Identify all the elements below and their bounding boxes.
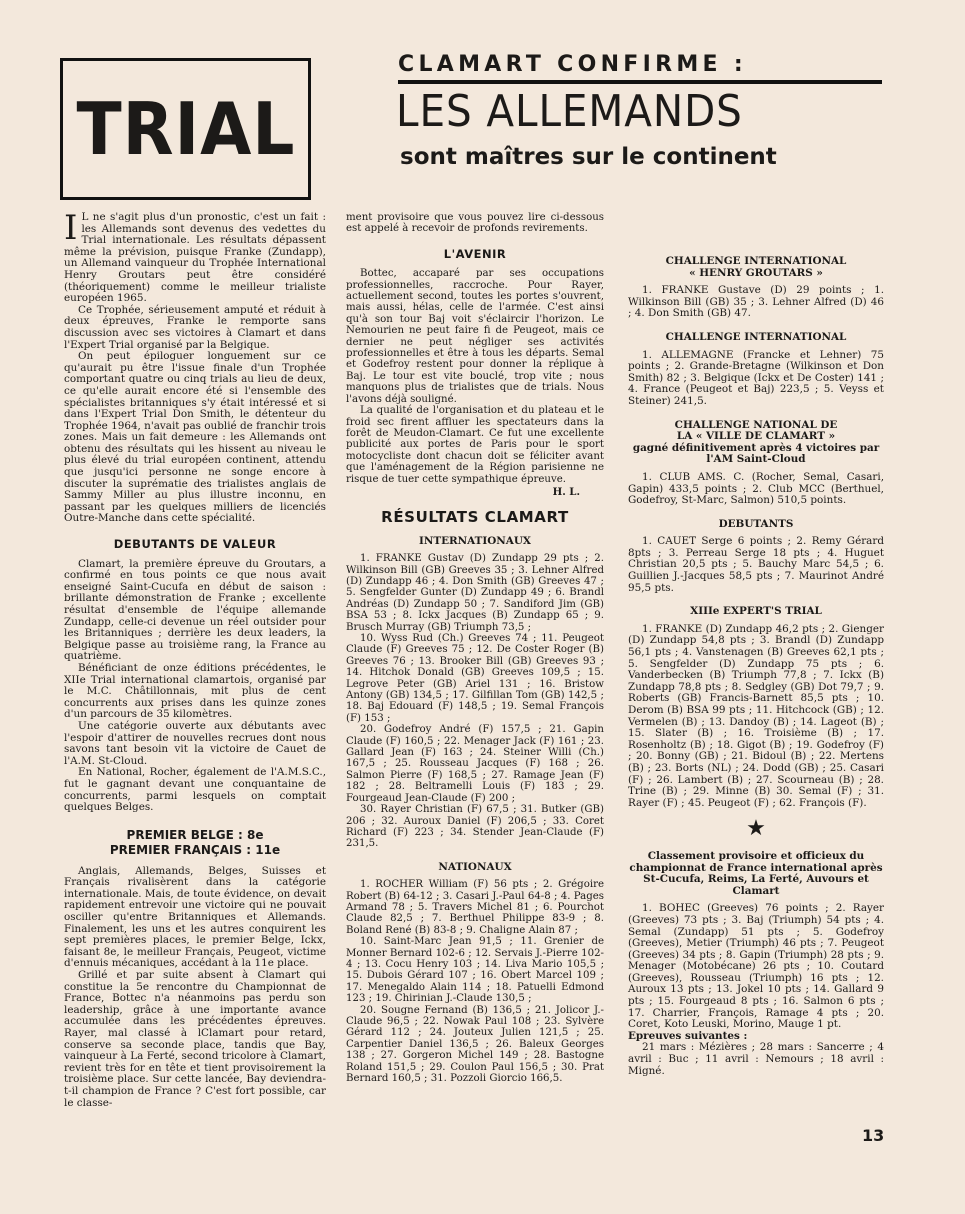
headline-subtitle: sont maîtres sur le continent (400, 144, 777, 170)
section-label: TRIAL (76, 87, 295, 171)
results-heading: LA « VILLE DE CLAMART » (676, 430, 836, 443)
results-heading: « HENRY GROUTARS » (689, 266, 823, 279)
paragraph: En National, Rocher, également de l'A.M.S.C., fut le gagnant devant une conquantaine de concurrents, parmi lesquels on comptait quelques Belges. (64, 766, 326, 814)
results-paragraph: 1. ROCHER William (F) 56 pts ; 2. Grégoire Robert (B) 64-12 ; 3. Casari J.-Paul 64-8 ; 4. Pages Armand 78 ; 5. Travers Michel 81 ; 6. Pourchot Claude 82,5 ; 7. Berthuel Philippe 83-9 ; 8. Boland René (B) 83-8 ; 9. Chaligne Alain 87 ; (346, 879, 604, 936)
headline-rule (398, 80, 882, 84)
subheading: PREMIER BELGE : 8e (126, 827, 264, 842)
subheading: L'AVENIR (443, 246, 507, 261)
results-heading: INTERNATIONAUX (419, 534, 531, 547)
results-paragraph: 1. BOHEC (Greeves) 76 points ; 2. Rayer (Greeves) 73 pts ; 3. Baj (Triumph) 54 pts ; 4. Semal (Zundapp) 51 pts ; 5. Godefroy (Greeves), Metier (Triumph) 46 pts ; 7. Peugeot (Greeves) 34 pts ; 8. Gapin (Triumph) 28 pts ; 9. Menager (Motobécane) 26 pts ; 10. Coutard (Greeves), Rousseau (Triumph) 16 pts ; 12. Auroux 13 pts ; 13. Jokel 10 pts ; 14. Gallard 9 pts ; 15. Fourgeaud 8 pts ; 16. Salmon 6 pts ; 17. Charrier, François, Ramage 4 pts ; 20. Coret, Koto Leuski, Morino, Mauge 1 pt. (628, 902, 884, 1031)
results-paragraph: 10. Wyss Rud (Ch.) Greeves 74 ; 11. Peugeot Claude (F) Greeves 75 ; 12. De Coster Roger (B) Greeves 76 ; 13. Brooker Bill (GB) Greeves 93 ; 14. Hitchok Donald (GB) Greeves 109,5 ; 15. Legrove Peter (GB) Ariel 131 ; 16. Bristow Antony (GB) 134,5 ; 17. Gilfillan Tom (GB) 142,5 ; 18. Baj Edouard (F) 148,5 ; 19. Semal François (F) 153 ; (346, 633, 604, 724)
paragraph: On peut épiloguer longuement sur ce qu'aurait pu être l'issue finale d'un Trophée comportant quatre ou cinq trials au lieu de deux, ce qu'elle aurait encore été si l'ensemble des spécialistes britanniques s'y était intéressé et si dans l'Expert Trial Don Smith, le détenteur du Trophée 1964, n'avait pas oublié de franchir trois zones. Mais un fait demeure : les Allemands ont obtenu des résultats qui les hissent au niveau le plus élevé du trial européen continent, attendu que jusqu'ici personne ne songe encore à discuter la suprématie des trialistes anglais de Sammy Miller au plus illustre inconnu, en passant par les quelques milliers de licenciés Outre-Manche dans cette spécialité. (64, 350, 326, 525)
results-heading: CHALLENGE NATIONAL DE (674, 418, 838, 431)
headline-title: LES ALLEMANDS (396, 86, 743, 137)
section-label-box (60, 58, 311, 200)
drop-cap: I (64, 208, 78, 248)
results-paragraph: 1. CLUB AMS. C. (Rocher, Semal, Casari, Gapin) 433,5 points ; 2. Club MCC (Berthuel, Godefroy, St-Marc, Salmon) 510,5 points. (628, 470, 884, 507)
results-title: RÉSULTATS CLAMART (381, 508, 569, 527)
paragraph: Bénéficiant de onze éditions précédentes, le XIIe Trial international clamartois, organisé par le M.C. Châtillonnais, mit plus de cent concurrents aux prises dans les quinze zones d'un parcours de 35 kilomètres. (64, 661, 326, 721)
results-paragraph: 20. Sougne Fernand (B) 136,5 ; 21. Jolicor J.-Claude 96,5 ; 22. Nowak Paul 108 ; 23. Sylvère Gérard 112 ; 24. Jouteux Julien 121,5 ; 25. Carpentier Daniel 136,5 ; 26. Baleux Georges 138 ; 27. Gorgeron Michel 149 ; 28. Bastogne Roland 151,5 ; 29. Coulon Paul 156,5 ; 30. Prat Bernard 160,5 ; 31. Pozzoli Giorcio 166,5. (346, 1004, 604, 1085)
paragraph: Bottec, accaparé par ses occupations professionnelles, raccroche. Pour Rayer, actuellement second, toutes les portes s'ouvrent, mais aussi, hélas, celle de l'armée. C'est ainsi qu'à son tour Baj voit s'éclaircir l'horizon. Le Nemourien ne peut faire fi de Peugeot, mais ce dernier ne peut négliger ses activités professionnelles et être à tous les départs. Semal et Godefroy restent pour donner la réplique à Baj. Le tour est vite bouclé, trop vite ; nous manquons plus de trialistes que de trials. Nous l'avons déjà souligné. (346, 268, 604, 405)
subheading: DEBUTANTS DE VALEUR (113, 537, 277, 552)
subheading: PREMIER FRANÇAIS : 11e (109, 842, 281, 857)
paragraph: I L ne s'agit plus d'un pronostic, c'est un fait : les Allemands sont devenus des vedettes du Trial internationale. Les résultats dépassent même la prévision, puisque Franke (Zundapp), un Allemand vainqueur du Trophée International Henry Groutars peut être considéré (théoriquement) comme le meilleur trialiste européen 1965. (64, 208, 326, 305)
paragraph: Ce Trophée, sérieusement amputé et réduit à deux épreuves, Franke le remporte sans discussion avec ses victoires à Clamart et dans l'Expert Trial organisé par la Belgique. (64, 303, 326, 351)
results-paragraph: 1. FRANKE Gustav (D) Zundapp 29 pts ; 2. Wilkinson Bill (GB) Greeves 35 ; 3. Lehner Alfred (D) Zundapp 46 ; 4. Don Smith (GB) Greeves 47 ; 5. Sengfelder Gunter (D) Zundapp 49 ; 6. Brandl Andréas (D) Zundapp 50 ; 7. Sandiford Jim (GB) BSA 53 ; 8. Ickx Jacques (B) Zundapp 65 ; 9. Brusch Murray (GB) Triumph 73,5 ; (346, 553, 604, 633)
paragraph: Une catégorie ouverte aux débutants avec l'espoir d'attirer de nouvelles recrues dont nous savons tant besoin vit la victoire de Cauet de l'A.M. St-Cloud. (64, 719, 326, 767)
paragraph: Grillé et par suite absent à Clamart qui constitue la 5e rencontre du Championnat de France, Bottec n'a néanmoins pas perdu son leadership, grâce à une importante avance accumulée dans les précédentes épreuves. Rayer, mal classé à lClamart pour retard, conserve sa seconde place, tandis que Bay, vainqueur à La Ferté, second tricolore à Clamart, revient très for en tête et tient provisoirement la troisième place. Sur cette lancée, Bay deviendra-t-il champion de France ? C'est fort possible, car le classe- (64, 969, 326, 1109)
results-paragraph: 1. CAUET Serge 6 points ; 2. Remy Gérard 8pts ; 3. Perreau Serge 18 pts ; 4. Huguet Christian 20,5 pts ; 5. Bauchy Marc 54,5 ; 6. Guillien J.-Jacques 58,5 pts ; 7. Maurinot André 95,5 pts. (628, 535, 884, 594)
results-heading: Classement provisoire et officieux du championnat de France international après St-Cucufa, Reims, La Ferté, Auvours et Clamart (629, 849, 883, 897)
results-heading: gagné définitivement après 4 victoires par l'AM Saint-Cloud (632, 441, 880, 466)
author-signature: H. L. (552, 485, 580, 498)
results-paragraph: 21 mars : Mézières ; 28 mars : Sancerre ; 4 avril : Buc ; 11 avril : Nemours ; 18 avril : Migné. (628, 1041, 884, 1077)
page-number: 13 (862, 1126, 885, 1145)
article-column-1 (64, 208, 326, 1109)
paragraph: ment provisoire que vous pouvez lire ci-dessous est appelé à recevoir de profonds revirements. (346, 212, 604, 235)
results-heading: XIIIe EXPERT'S TRIAL (690, 605, 822, 618)
results-paragraph: 20. Godefroy André (F) 157,5 ; 21. Gapin Claude (F) 160,5 ; 22. Menager Jack (F) 161 ; 23. Gallard Jean (F) 163 ; 24. Steiner Willi (Ch.) 167,5 ; 25. Rousseau Jacques (F) 168 ; 26. Salmon Pierre (F) 168,5 ; 27. Ramage Jean (F) 182 ; 28. Beltramelli Louis (F) 183 ; 29. Fourgeaud Jean-Claude (F) 200 ; (346, 724, 604, 804)
results-paragraph: 1. FRANKE (D) Zundapp 46,2 pts ; 2. Gienger (D) Zundapp 54,8 pts ; 3. Brandl (D) Zundapp 56,1 pts ; 4. Vanstenagen (B) Greeves 62,1 pts ; 5. Sengfelder (D) Zundapp 75 pts ; 6. Vanderbecken (B) Triumph 77,8 ; 7. Ickx (B) Zundapp 78,8 pts ; 8. Sedgley (GB) Dot 79,7 ; 9. Roberts (GB) Francis-Barnett 85,5 pts ; 10. Derom (B) BSA 99 pts ; 11. Hitchcock (GB) ; 12. Vermelen (B) ; 13. Dandoy (B) ; 14. Lageot (B) ; 15. Slater (B) ; 16. Troisième (B) ; 17. Rosenholtz (B) ; 18. Gigot (B) ; 19. Godefroy (F) ; 20. Bonny (GB) ; 21. Bidoul (B) ; 22. Mertens (B) ; 23. Borts (NL) ; 24. Dodd (GB) ; 25. Casari (F) ; 26. Lambert (B) ; 27. Scourneau (B) ; 28. Trine (B) ; 29. Minne (B) 30. Semal (F) ; 31. Rayer (F) ; 45. Peugeot (F) ; 62. François (F). (628, 622, 884, 809)
results-paragraph: 1. ALLEMAGNE (Francke et Lehner) 75 points ; 2. Grande-Bretagne (Wilkinson et Don Smith) 82 ; 3. Belgique (Ickx et De Coster) 141 ; 4. France (Peugeot et Baj) 223,5 ; 5. Veyss et Steiner) 241,5. (628, 348, 884, 407)
results-heading: NATIONAUX (438, 860, 512, 873)
paragraph: Clamart, la première épreuve du Groutars, a confirmé en tous points ce que nous avait enseigné Saint-Cucufa en début de saison : brillante démonstration de Franke ; excellente résultat d'ensemble de l'équipe allemande Zundapp, celle-ci devenue un réel outsider pour les Britanniques ; derrière les deux leaders, la Belgique passe au troisième rang, la France au quatrième. (64, 557, 326, 663)
article-column-2 (346, 212, 604, 1084)
results-paragraph: 10. Saint-Marc Jean 91,5 ; 11. Grenier de Monner Bernard 102-6 ; 12. Servais J.-Pierre 102-4 ; 13. Cocu Henry 103 ; 14. Liva Mario 105,5 ; 15. Dubois Gérard 107 ; 16. Obert Marcel 109 ; 17. Menegaldo Alain 114 ; 18. Patuelli Edmond 123 ; 19. Chirinian J.-Claude 130,5 ; (346, 936, 604, 1005)
star-icon: ★ (746, 816, 766, 842)
results-paragraph: 30. Rayer Christian (F) 67,5 ; 31. Butker (GB) 206 ; 32. Auroux Daniel (F) 206,5 ; 33. Coret Richard (F) 223 ; 34. Stender Jean-Claude (F) 231,5. (346, 804, 604, 850)
headline-kicker: CLAMART CONFIRME : (398, 52, 747, 77)
results-heading: DEBUTANTS (718, 517, 794, 530)
results-heading: Epreuves suivantes : (628, 1029, 748, 1042)
paragraph: Anglais, Allemands, Belges, Suisses et Français rivalisèrent dans la catégorie internationale. Mais, de toute évidence, on devait rapidement entrevoir une victoire qui ne pouvait osciller qu'entre Britanniques et Allemands. Finalement, les uns et les autres conquirent les sept premières places, le premier Belge, Ickx, faisant 8e, le meilleur Français, Peugeot, victime d'ennuis mécaniques, accédant à la 11e place. (64, 864, 326, 970)
results-paragraph: 1. FRANKE Gustave (D) 29 points ; 1. Wilkinson Bill (GB) 35 ; 3. Lehner Alfred (D) 46 ; 4. Don Smith (GB) 47. (628, 284, 884, 320)
results-heading: CHALLENGE INTERNATIONAL (665, 330, 847, 343)
results-heading: CHALLENGE INTERNATIONAL (665, 255, 847, 267)
article-column-3 (628, 212, 884, 1077)
paragraph: La qualité de l'organisation et du plateau et le froid sec firent affluer les spectateurs dans la forêt de Meudon-Clamart. Ce fut une excellente publicité aux portes de Paris pour le sport motocycliste dont chacun doit se féliciter avant que l'aménagement de la Région parisienne ne risque de tuer cette sympathique épreuve. (346, 405, 604, 485)
